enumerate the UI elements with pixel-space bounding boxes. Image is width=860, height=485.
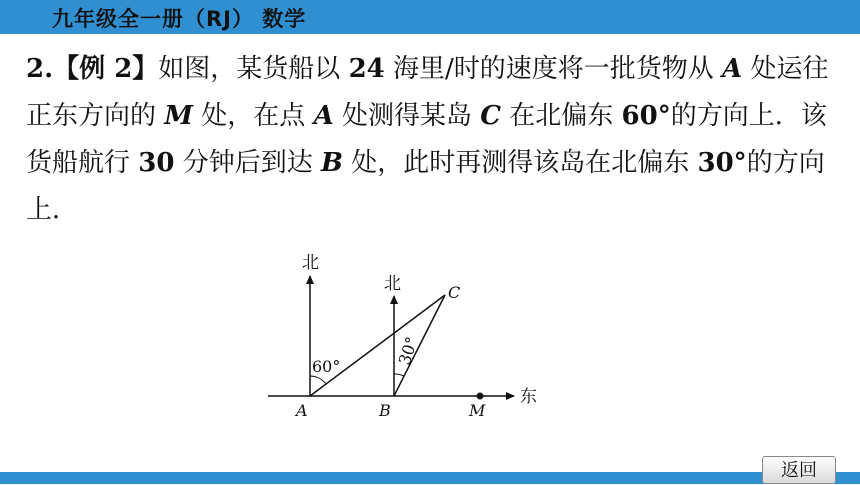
problem-segment: M bbox=[164, 101, 194, 131]
point-m-dot bbox=[477, 393, 484, 400]
line-ac bbox=[310, 295, 445, 396]
angle-arc-b bbox=[394, 374, 404, 376]
problem-text bbox=[26, 46, 838, 234]
problem-segment: 处，此时再测得该岛在北偏东 bbox=[342, 148, 698, 178]
problem-segment: 处测得某岛 bbox=[333, 101, 481, 131]
point-m-label: M bbox=[469, 401, 486, 420]
problem-segment: A bbox=[722, 54, 743, 84]
problem-segment: 如图，某货船以 bbox=[158, 54, 349, 84]
problem-segment: 30 bbox=[138, 148, 175, 178]
problem-segment: A bbox=[313, 101, 334, 131]
problem-segment: 2.【例 2】 bbox=[26, 54, 159, 84]
problem-segment: 30° bbox=[697, 148, 747, 178]
problem-segment: 处运往正东方向的 bbox=[26, 54, 829, 131]
angle-arc-a bbox=[310, 376, 326, 384]
problem-segment: 分钟后到达 bbox=[174, 148, 321, 178]
point-a-label: A bbox=[296, 401, 308, 420]
problem-segment: 的方向上． bbox=[26, 148, 825, 225]
east-label: 东 bbox=[520, 387, 537, 407]
angle-a-label: 60° bbox=[312, 357, 341, 376]
point-b-label: B bbox=[379, 401, 391, 420]
footer-bar bbox=[0, 472, 860, 484]
problem-segment: 的方向上．该货船航行 bbox=[26, 101, 827, 178]
problem-segment: 处，在点 bbox=[193, 101, 314, 131]
problem-segment: 24 bbox=[348, 54, 385, 84]
angle-b-label: 30° bbox=[394, 334, 422, 368]
problem-segment: B bbox=[320, 148, 343, 178]
back-button[interactable]: 返回 bbox=[762, 456, 836, 484]
problem-segment: 海里/时的速度将一批货物从 bbox=[384, 54, 723, 84]
north-label-a: 北 bbox=[302, 253, 319, 273]
north-label-b: 北 bbox=[384, 274, 401, 294]
geometry-figure bbox=[258, 248, 558, 430]
problem-segment: C bbox=[480, 101, 501, 131]
header-bar bbox=[0, 0, 860, 34]
header-title: 九年级全一册（RJ） 数学 bbox=[52, 7, 307, 31]
problem-segment: 60° bbox=[621, 101, 671, 131]
point-c-label: C bbox=[448, 283, 461, 302]
problem-segment: 在北偏东 bbox=[501, 101, 622, 131]
